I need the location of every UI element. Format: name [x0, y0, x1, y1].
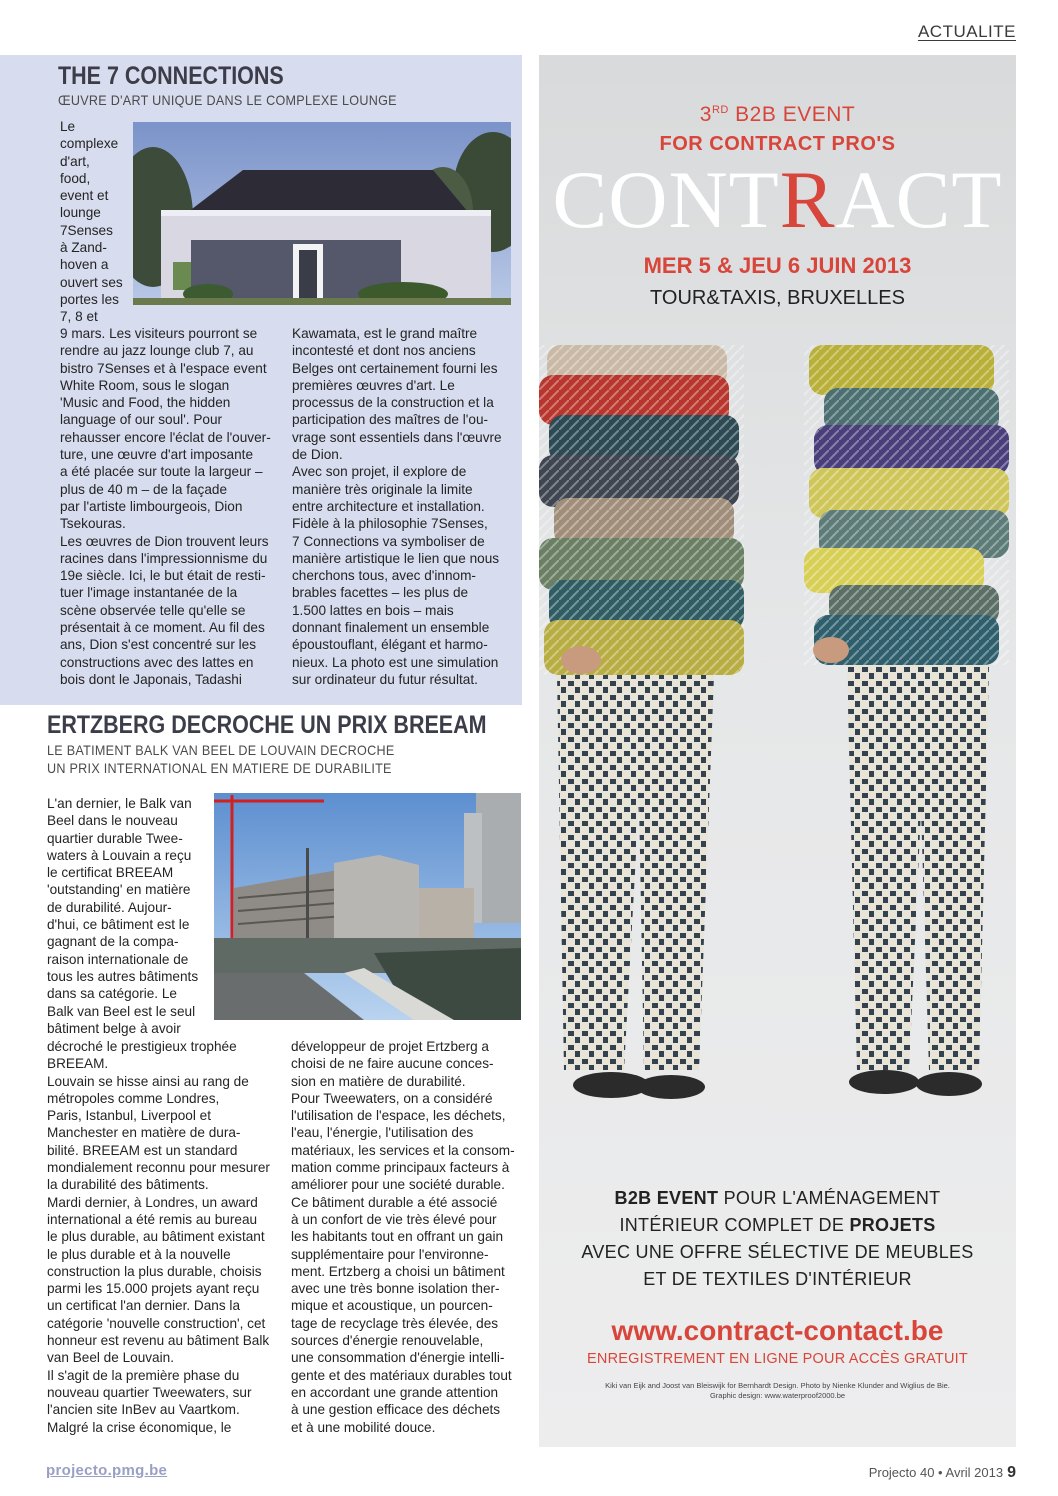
lounge-building-photo [133, 122, 511, 305]
balk-van-beel-photo [214, 793, 521, 1020]
ad-credit-line-2: Graphic design: www.waterproof2000.be [709, 1391, 846, 1400]
article2-wrap-text: L'an dernier, le Balk van Beel dans le nouveau quartier durable Twee- waters à Louvain a reçu le certificat BREEAM 'outstanding' en matière de durabilité. Aujour- d'hui, ce bâtiment est le gagnant de la compa- raison internationale de tous les autres bâtiments dans sa catégorie. Le Balk van Beel est le seul bâtiment belge à avoir [47, 796, 199, 1036]
article1-column-2: Kawamata, est le grand maître incontesté et dont nos anciens Belges ont certainement fourni les premières œuvres d'art. Le processus de la construction et la participation des maîtres de l'ou- vrage sont essentiels dans l'œuvre de Dion. Avec son projet, il explore de manière très originale la limite entre architecture et installation. Fidèle à la philosophie 7Senses, 7 Connections va symboliser de manière artistique le lien que nous cherchons tous, avec d'innom- brables facettes – les plus de 1.500 lattes en bois – mais donnant finalement un ensemble époustouflant, élégant et harmo- nieux. La photo est une simulation sur ordinateur du futur résultat. [292, 326, 502, 687]
article2-title: ERTZBERG DECROCHE UN PRIX BREEAM [47, 711, 487, 739]
article1-column-1: 9 mars. Les visiteurs pourront se rendre au jazz lounge club 7, au bistro 7Senses et à l'espace event White Room, sous le slogan 'Music and Food, the hidden language of our soul'. Pour rehausser encore l'éclat de l'ouver- ture, une œuvre d'art imposante a été placée sur toute la largeur – plus de 40 m – de la façade par l'artiste limbourgeois, Dion Tsekouras. Les œuvres de Dion trouvent leurs racines dans l'impressionnisme du 19e siècle. Ici, le but était de resti- tuer l'image instantanée de la scène observée telle qu'elle se présentait à ce moment. Au fil des ans, Dion s'est concentré sur les constructions avec des lattes en bois dont le Japonais, Tadashi [60, 326, 271, 687]
ad-credit-line-1: Kiki van Eijk and Joost van Bleiswijk for Bernhardt Design. Photo by Nienke Klunder and Wiglius de Bie. [605, 1381, 950, 1390]
article2-column-2: développeur de projet Ertzberg a choisi de ne faire aucune conces- sion en matière de durabilité. Pour Tweewaters, on a considéré l'utilisation de l'espace, les déchets, l'eau, l'énergie, l'utilisation des matériaux, les services et la consom- mation comme principaux facteurs à améliorer pour une société durable. Ce bâtiment durable a été associé à un confort de vie très élevé pour les habitants tout en offrant un gain supplémentaire pour l'environne- ment. Ertzberg a choisi un bâtiment avec une très bonne isolation ther- mique et acoustique, un pourcen- tage de recyclage très élevée, des sources d'énergie renouvelable, une consommation d'énergie intelli- gente et des matériaux durables tout en accordant une grande attention à une gestion efficace des déchets et à une mobilité douce. [291, 1039, 515, 1435]
contract-advertisement [539, 55, 1016, 1447]
ad-description-line-2: INTÉRIEUR COMPLET DE PROJETS [619, 1215, 936, 1235]
article2-column-1: décroché le prestigieux trophée BREEAM. Louvain se hisse ainsi au rang de métropoles comme Londres, Paris, Istanbul, Liverpool et Manchester en matière de dura- bilité. BREEAM est un standard mondialement reconnu pour mesurer la durabilité des bâtiments. Mardi dernier, à Londres, un award international a été remis au bureau le plus durable, au bâtiment existant le plus durable et à la nouvelle construction la plus durable, choisis parmi les 15.000 projets ayant reçu un certificat l'an dernier. Dans la catégorie 'nouvelle construction', cet honneur est revenu au bâtiment Balk van Beel de Louvain. Il s'agit de la première phase du nouveau quartier Tweewaters, sur l'ancien site InBev au Vaartkom. Malgré la crise économique, le [47, 1039, 270, 1435]
cushion-stack-photo [539, 330, 1016, 1140]
article-subtitle: ŒUVRE D'ART UNIQUE DANS LE COMPLEXE LOUNGE [58, 92, 397, 108]
ad-description-line-1: B2B EVENT POUR L'AMÉNAGEMENT [614, 1188, 941, 1208]
article-title: THE 7 CONNECTIONS [58, 62, 284, 90]
ad-event-line-2: FOR CONTRACT PRO'S [659, 133, 896, 155]
ad-description-line-3: AVEC UNE OFFRE SÉLECTIVE DE MEUBLES [581, 1242, 974, 1262]
article2-subtitle-line-1: LE BATIMENT BALK VAN BEEL DE LOUVAIN DECROCHE [47, 742, 395, 758]
page-number: 9 [1007, 1464, 1016, 1481]
ad-venue: TOUR&TAXIS, BRUXELLES [650, 287, 905, 309]
article1-wrap-text: Le complexe d'art, food, event et lounge 7Senses à Zand- hoven a ouvert ses portes les 7, 8 et [60, 119, 123, 325]
ad-dates: MER 5 & JEU 6 JUIN 2013 [643, 253, 912, 278]
footer-issue-info [869, 1464, 1016, 1482]
ad-registration-note: ENREGISTREMENT EN LIGNE POUR ACCÈS GRATUIT [587, 1351, 968, 1367]
footer-website-link[interactable]: projecto.pmg.be [46, 1462, 168, 1479]
ad-website-link[interactable]: www.contract-contact.be [611, 1315, 944, 1346]
article2-subtitle-line-2: UN PRIX INTERNATIONAL EN MATIERE DE DURABILITE [47, 760, 392, 776]
issue-label: Projecto 40 • Avril 2013 [868, 1465, 1004, 1480]
ad-description-line-4: ET DE TEXTILES D'INTÉRIEUR [643, 1269, 912, 1289]
ad-event-line-1: 3RD B2B EVENT [699, 103, 856, 126]
section-label: ACTUALITE [917, 22, 1016, 41]
contract-logo: CONTRACT [552, 154, 1003, 245]
